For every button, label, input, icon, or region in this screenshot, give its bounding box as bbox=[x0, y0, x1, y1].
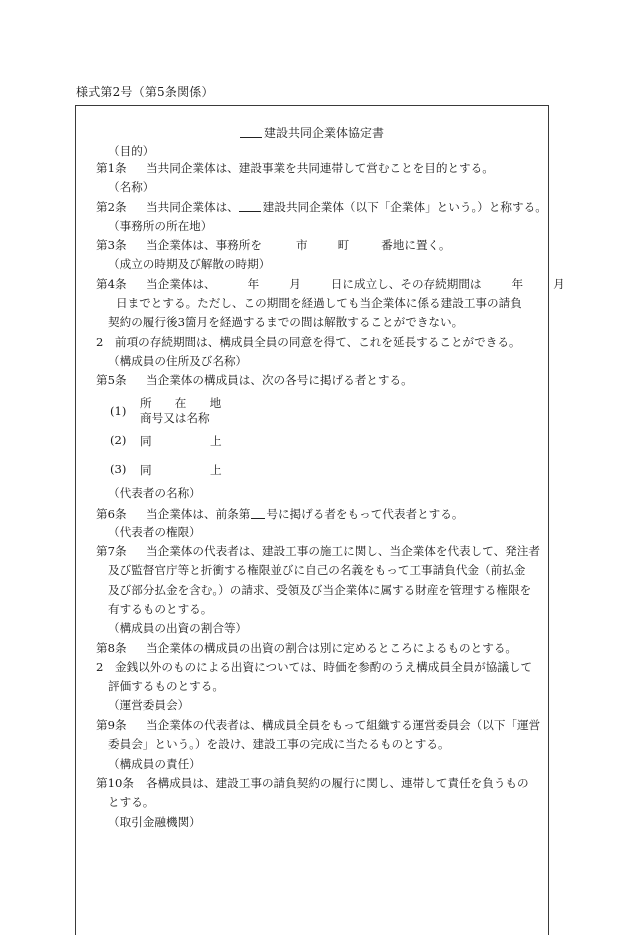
heading-office-location: （事務所の所在地） bbox=[108, 219, 213, 233]
article-6: 第6条 当企業体は、前条第 号に掲げる者をもって代表者とする。 bbox=[96, 507, 464, 521]
article-10-cont-1: とする。 bbox=[108, 795, 155, 809]
heading-representative-authority: （代表者の権限） bbox=[108, 525, 201, 539]
heading-financial-institution: （取引金融機関） bbox=[108, 815, 201, 829]
article-3: 第3条 当企業体は、事務所を 市 町 番地に置く。 bbox=[96, 238, 451, 252]
article-8: 第8条 当企業体の構成員の出資の割合は別に定めるところによるものとする。 bbox=[96, 641, 518, 655]
article-10: 第10条 各構成員は、建設工事の請負契約の履行に関し、連帯して責任を負うもの bbox=[96, 776, 529, 790]
article-4-cont-1: 日までとする。ただし、この期間を経過しても当企業体に係る建設工事の請負 bbox=[116, 296, 522, 310]
heading-steering-committee: （運営委員会） bbox=[108, 698, 190, 712]
agreement-frame: 建設共同企業体協定書 （目的） 第1条 当共同企業体は、建設事業を共同連帯して営むことを目的とする。 （名称） 第2条 当共同企業体は、 建設共同企業体（以下「企業体」という。）と称する。 （事務所の所在地） 第3条 当企業体は、事務所を 市 町 番地に置く。 （成立の時期及び解散の時期） 第4条 当企業体は、 年 月 日に成立し、その存続期間は 年 月 日までとする。ただし、この期間を経過しても当企業体に係る建設工事の請負 契約の履行後3箇月を経過するまでの間は解散することができない。 2 前項の存続期間は、構成員全員の同意を得て、これを延長することができる。 （構成員の住所及び名称） 第5条 当企業体の構成員は、次の各号に掲げる者とする。 (1) 所 在 地 商号又は名称 (2) 同 上 (3) 同 上 （代表者の名称） 第6条 当企業体は、前条第 号に掲げる者をもって代表者とする。 （代表者の権限） 第7条 当企業体の代表者は、建設工事の施工に関し、当企業体を代表して、発注者 及び監督官庁等と折衝する権限並びに自己の名義をもって工事請負代金（前払金 及び部分払金を含む。）の請求、受領及び当企業体に属する財産を管理する権限を 有するものとする。 （構成員の出資の割合等） 第8条 当企業体の構成員の出資の割合は別に定めるところによるものとする。 2 金銭以外のものによる出資については、時価を参酌のうえ構成員全員が協議して 評価するものとする。 （運営委員会） 第9条 当企業体の代表者は、構成員全員をもって組織する運営委員会（以下「運営 委員会」という。）を設け、建設工事の完成に当たるものとする。 （構成員の責任） 第10条 各構成員は、建設工事の請負契約の履行に関し、連帯して責任を負うもの とする。 （取引金融機関） bbox=[75, 105, 549, 935]
article-7-cont-3: 有するものとする。 bbox=[108, 602, 213, 616]
article-4-cont-2: 契約の履行後3箇月を経過するまでの間は解散することができない。 bbox=[108, 315, 464, 329]
number-blank bbox=[251, 506, 265, 519]
article-9-cont-1: 委員会」という。）を設け、建設工事の完成に当たるものとする。 bbox=[108, 737, 450, 751]
heading-representative-name: （代表者の名称） bbox=[108, 486, 201, 500]
article-1: 第1条 当共同企業体は、建設事業を共同連帯して営むことを目的とする。 bbox=[96, 161, 494, 175]
heading-establishment-dissolution: （成立の時期及び解散の時期） bbox=[108, 257, 271, 271]
article-4: 第4条 当企業体は、 年 月 日に成立し、その存続期間は 年 月 bbox=[96, 277, 565, 291]
article-7: 第7条 当企業体の代表者は、建設工事の施工に関し、当企業体を代表して、発注者 bbox=[96, 544, 540, 558]
article-8-cont-1: 評価するものとする。 bbox=[108, 679, 224, 693]
article-2: 第2条 当共同企業体は、 建設共同企業体（以下「企業体」という。）と称する。 bbox=[96, 200, 547, 214]
heading-purpose: （目的） bbox=[108, 144, 155, 158]
article-5: 第5条 当企業体の構成員は、次の各号に掲げる者とする。 bbox=[96, 373, 413, 387]
heading-member-liability: （構成員の責任） bbox=[108, 757, 201, 771]
heading-members: （構成員の住所及び名称） bbox=[108, 354, 248, 368]
form-number-label: 様式第2号（第5条関係） bbox=[76, 85, 214, 99]
article-4-para-2: 2 前項の存続期間は、構成員全員の同意を得て、これを延長することができる。 bbox=[96, 335, 521, 349]
heading-investment-ratio: （構成員の出資の割合等） bbox=[108, 621, 248, 635]
article-9: 第9条 当企業体の代表者は、構成員全員をもって組織する運営委員会（以下「運営 bbox=[96, 718, 541, 732]
heading-name: （名称） bbox=[108, 180, 155, 194]
article-7-cont-2: 及び部分払金を含む。）の請求、受領及び当企業体に属する財産を管理する権限を bbox=[108, 583, 532, 597]
name-blank bbox=[239, 199, 261, 212]
article-7-cont-1: 及び監督官庁等と折衝する権限並びに自己の名義をもって工事請負代金（前払金 bbox=[108, 563, 526, 577]
article-8-para-2: 2 金銭以外のものによる出資については、時価を参酌のうえ構成員全員が協議して bbox=[96, 660, 533, 674]
name-blank bbox=[240, 125, 262, 138]
document-title: 建設共同企業体協定書 bbox=[76, 124, 548, 141]
